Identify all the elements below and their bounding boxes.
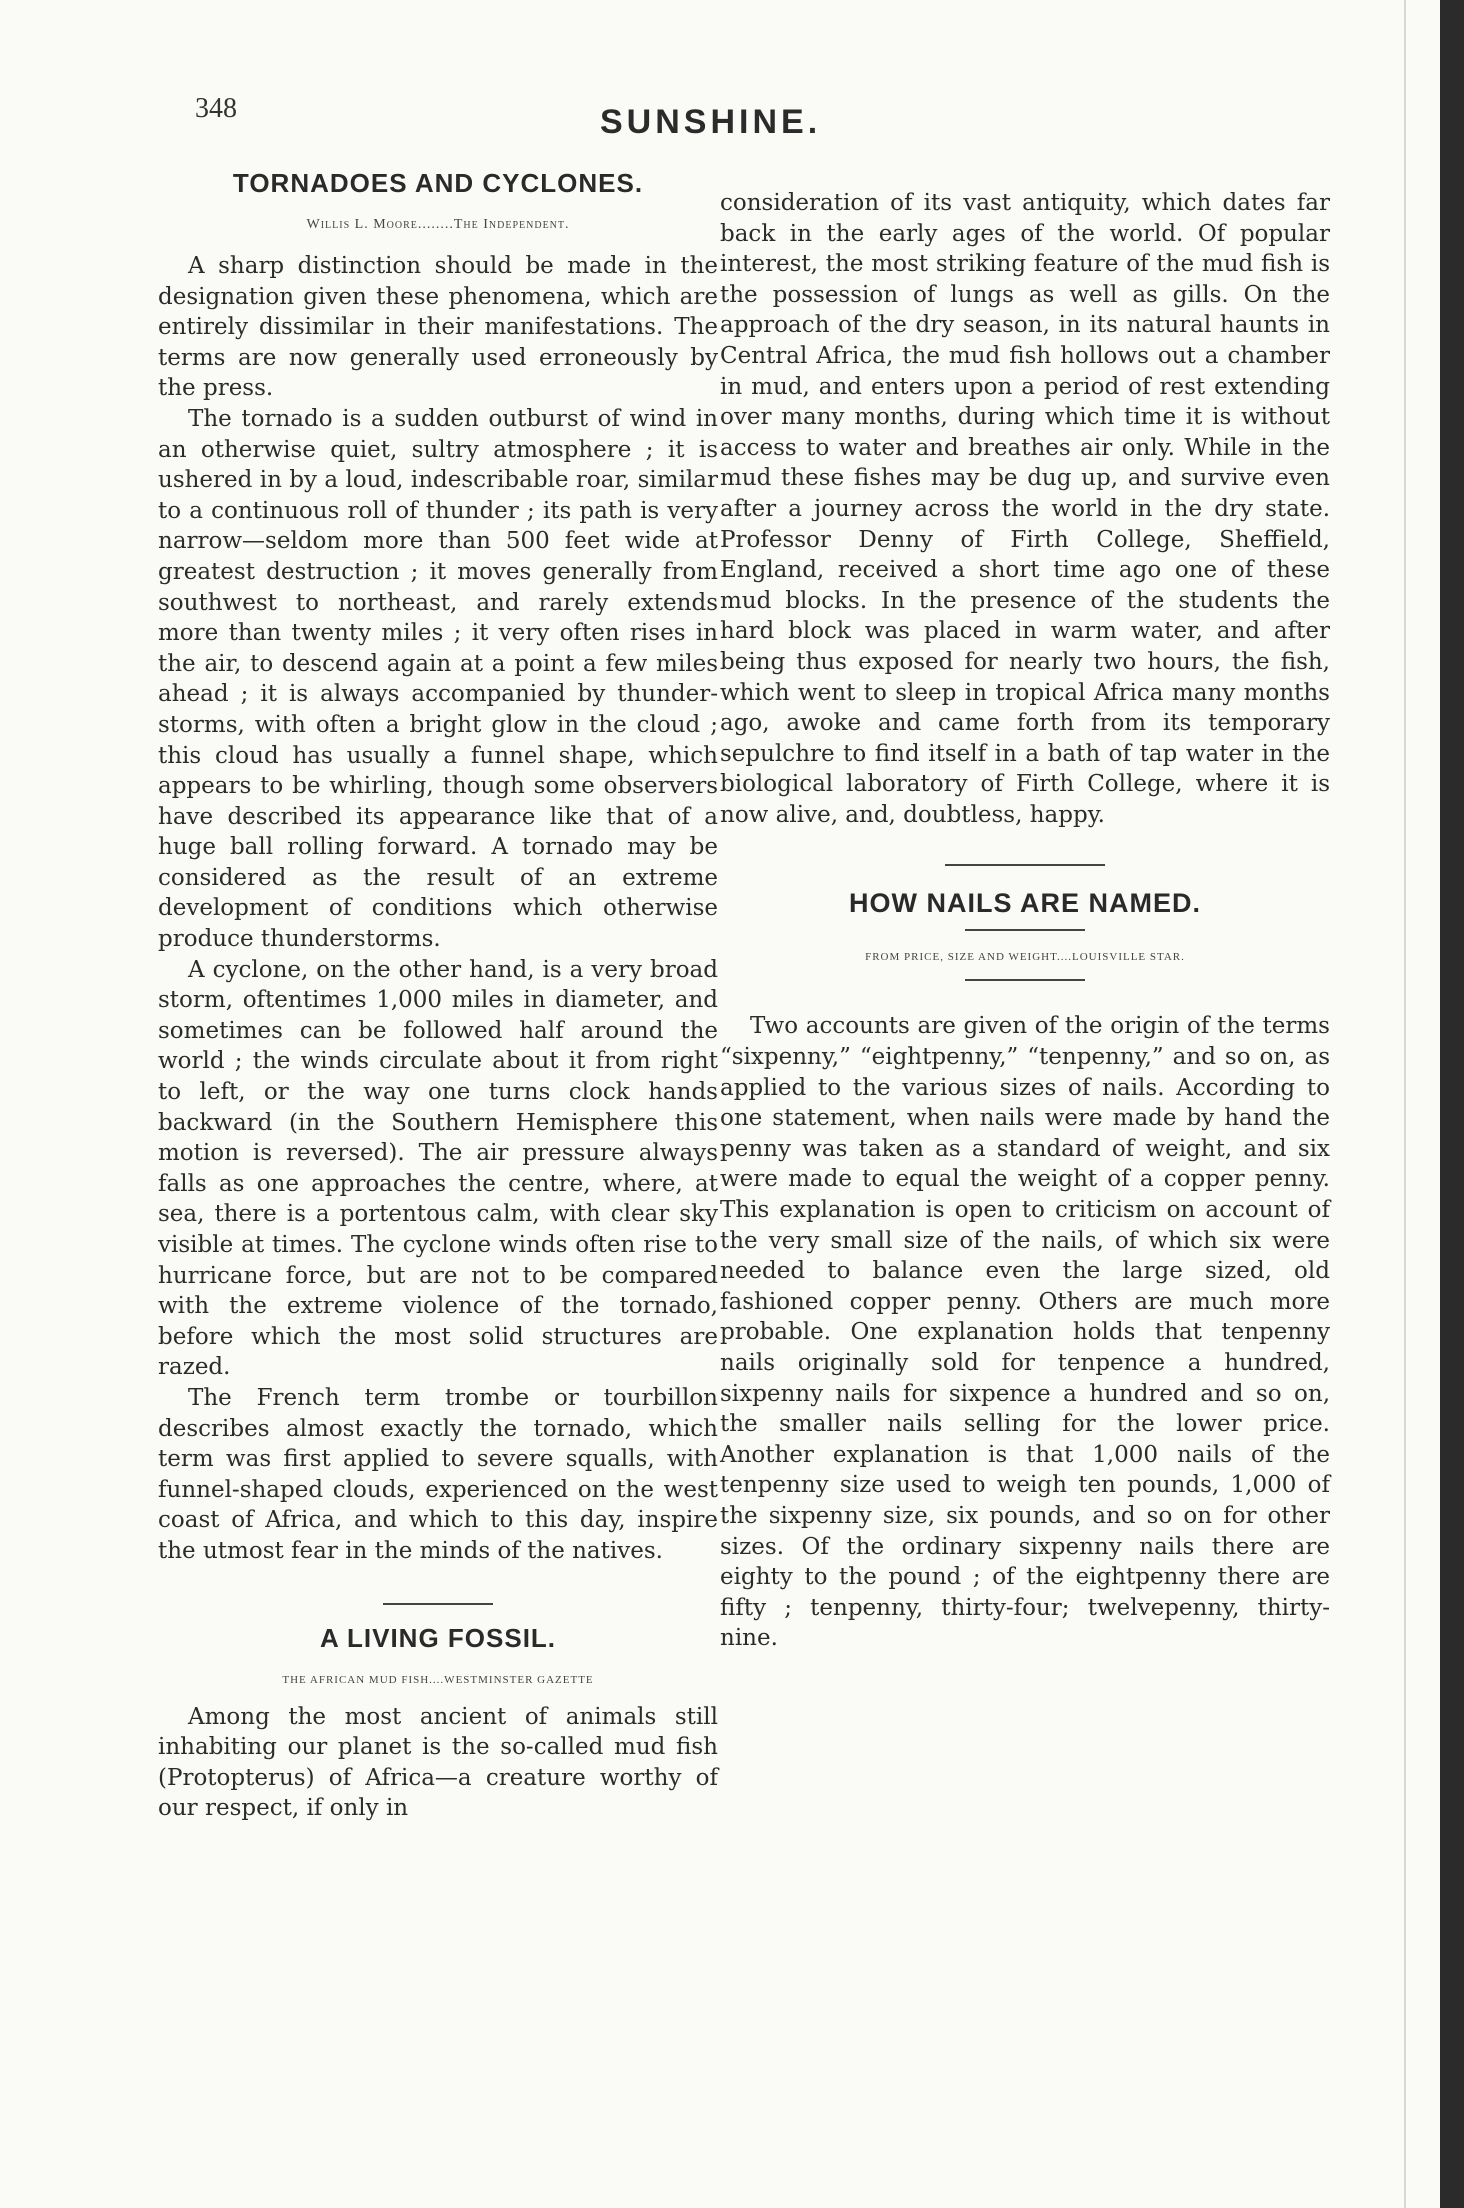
left-column [158, 160, 718, 1824]
fossil-paragraph-start: Among the most ancient of animals still inhabiting our planet is the so-called mud fish (Protopterus) of Africa—a creature worthy of our respect, if only in [158, 1703, 718, 1822]
page-number: 348 [195, 93, 237, 124]
section-divider [383, 1603, 493, 1605]
nails-paragraph: Two accounts are given of the origin of the terms “sixpenny,” “eightpenny,” “tenpenny,” and so on, as applied to the various sizes of nails. According to one statement, when nails were made by hand the penny was taken as a standard of weight, and six were made to equal the weight of a copper penny. This explanation is open to criticism on account of the very small size of the nails, of which six were needed to balance even the large sized, old fashioned copper penny. Others are much more probable. One explanation holds that tenpenny nails originally sold for tenpence a hundred, sixpenny nails for sixpence a hundred and so on, the smaller nails selling for the lower price. Another explanation is that 1,000 nails of the tenpenny size used to weigh ten pounds, 1,000 of the sixpenny size, six pounds, and so on for other sizes. Of the ordinary sixpenny nails there are eighty to the pound ; of the eightpenny there are fifty ; tenpenny, thirty-four; twelvepenny, thirty-nine. [720, 1013, 1330, 1652]
nails-byline: FROM PRICE, SIZE AND WEIGHT....LOUISVILLE STAR. [865, 951, 1185, 964]
fossil-paragraph-continued: consideration of its vast antiquity, which dates far back in the early ages of the world. Of popular interest, the most striking feature of the mud fish is the possession of lungs as well as gills. On the approach of the dry season, in its natural haunts in Central Africa, the mud fish hollows out a chamber in mud, and enters upon a period of rest extending over many months, during which time it is without access to water and breathes air only. While in the mud these fishes may be dug up, and survive even after a journey across the world in the dry state. Professor Denny of Firth College, Sheffield, England, received a short time ago one of these mud blocks. In the presence of the students the hard block was placed in warm water, and after being thus exposed for nearly two hours, the fish, which went to sleep in tropical Africa many months ago, awoke and came forth from its temporary sepulchre to find itself in a bath of tap water in the biological laboratory of Firth College, where it is now alive, and, doubtless, happy. [720, 190, 1330, 828]
tornadoes-byline: Willis L. Moore........The Independent. [306, 217, 570, 232]
tornadoes-paragraph: A cyclone, on the other hand, is a very broad storm, oftentimes 1,000 miles in diameter, and sometimes can be followed half around the world ; the winds circulate about it from right to left, or the way one turns clock hands backward (in the Southern Hemisphere this motion is reversed). The air pressure always falls as one approaches the centre, where, at sea, there is a portentous calm, with clear sky visible at times. The cyclone winds often rise to hurricane force, but are not to be compared with the extreme violence of the tornado, before which the most solid structures are razed. [158, 956, 718, 1381]
byline-underline [965, 979, 1085, 981]
tornadoes-paragraph: The tornado is a sudden outburst of wind in an otherwise quiet, sultry atmosphere ; it is ushered in by a loud, indescribable roar, similar to a continuous roll of thunder ; its path is very narrow—seldom more than 500 feet wide at greatest destruction ; it moves generally from southwest to northeast, and rarely extends more than twenty miles ; it very often rises in the air, to descend again at a point a few miles ahead ; it is always accompanied by thunder-storms, with often a bright glow in the cloud ; this cloud has usually a funnel shape, which appears to be whirling, though some observers have described its appearance like that of a huge ball rolling forward. A tornado may be considered as the result of an extreme development of conditions which otherwise produce thunderstorms. [158, 405, 718, 953]
tornadoes-title: TORNADOES AND CYCLONES. [232, 168, 644, 198]
nails-title: HOW NAILS ARE NAMED. [849, 888, 1201, 919]
tornadoes-paragraph: A sharp distinction should be made in the designation given these phenomena, which are entirely dissimilar in their manifestations. The terms are now generally used erroneously by the press. [158, 253, 718, 402]
section-divider [945, 864, 1105, 866]
title-underline [965, 929, 1085, 931]
fossil-byline: THE AFRICAN MUD FISH....WESTMINSTER GAZETTE [282, 1673, 594, 1686]
right-column [720, 188, 1330, 1654]
running-head: SUNSHINE. [600, 103, 822, 141]
fossil-title: A LIVING FOSSIL. [319, 1622, 557, 1653]
scan-edge [1440, 0, 1464, 2208]
tornadoes-paragraph: The French term trombe or tourbillon describes almost exactly the tornado, which term was first applied to severe squalls, with funnel-shaped clouds, experienced on the west coast of Africa, and which to this day, inspire the utmost fear in the minds of the natives. [158, 1384, 718, 1564]
page-fold-line [1404, 0, 1406, 2208]
